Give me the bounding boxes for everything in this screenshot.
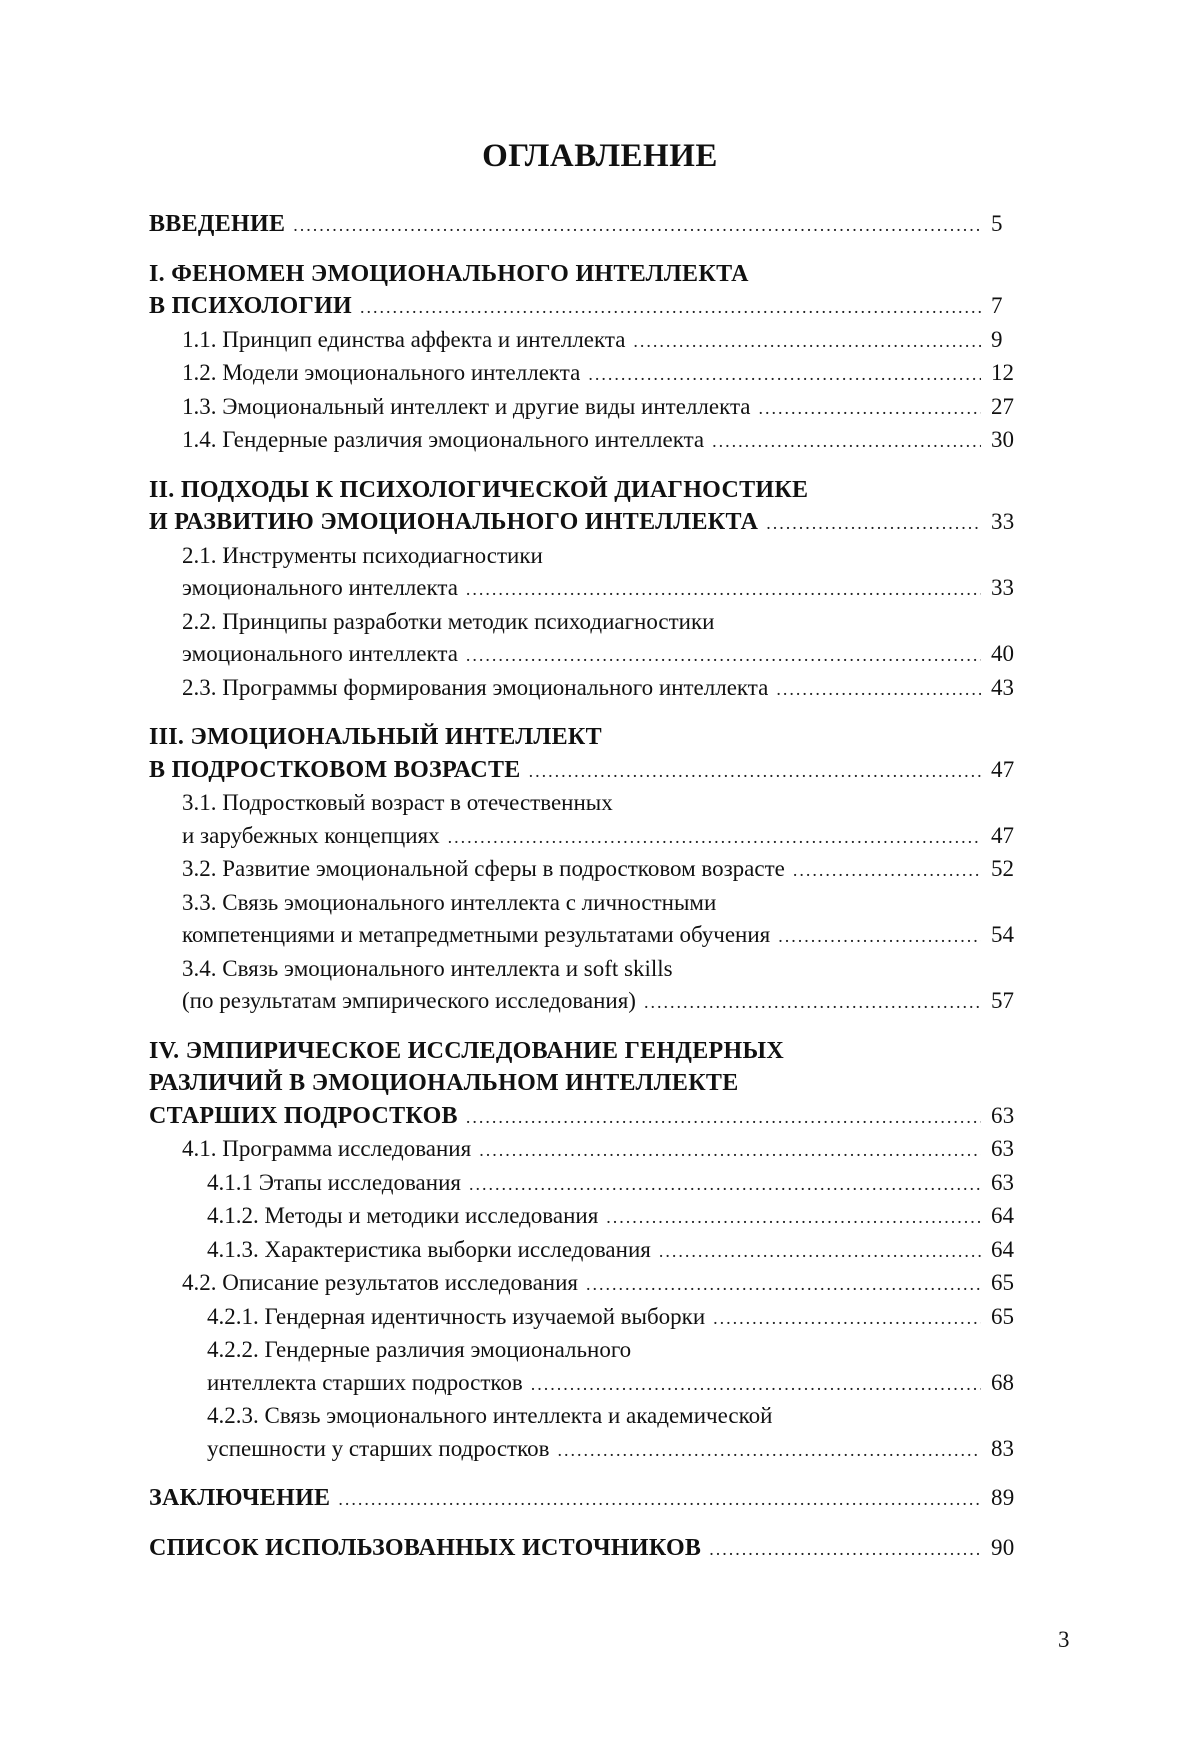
toc-section-entry[interactable] [149,357,1039,391]
toc-entry-line [149,985,1039,1019]
dot-leader [448,821,981,854]
toc-page-ref: 27 [991,393,1014,419]
dot-leader [759,392,981,425]
toc-entry-line [149,820,1039,854]
toc-entry-line [149,1482,1039,1516]
toc-chapter-entry[interactable] [149,258,1039,324]
toc-entry-line [149,853,1039,887]
toc-entry-title: 4.1.1 Этапы исследования [207,1169,461,1195]
toc-chapter-entry[interactable] [149,474,1039,540]
toc-section-entry[interactable] [149,1234,1039,1268]
toc-entry-line [149,391,1039,425]
toc-entry-title: компетенциями и метапредметными результатами обучения [182,922,771,947]
dot-leader [776,673,981,706]
toc-entry-title: В ПСИХОЛОГИИ [149,293,353,319]
toc-entry-title: 1.1. Принцип единства аффекта и интеллекта [182,326,626,352]
dot-leader [712,425,981,458]
toc-entry-title: ЗАКЛЮЧЕНИЕ [149,1485,331,1511]
toc-page-ref: 40 [991,641,1014,666]
toc-entry-line [149,1167,1039,1201]
toc-section-entry[interactable] [149,887,1039,953]
toc-entry-title-line: РАЗЛИЧИЙ В ЭМОЦИОНАЛЬНОМ ИНТЕЛЛЕКТЕ [149,1070,739,1096]
toc-entry-line [149,1532,1039,1566]
toc-section-entry[interactable] [149,787,1039,853]
dot-leader [466,639,981,672]
toc-page-ref: 33 [991,575,1014,600]
dot-leader [531,1368,981,1401]
toc-entry-title: успешности у старших подростков [207,1435,550,1461]
dot-leader [793,854,981,887]
toc-section-entry[interactable] [149,1133,1039,1167]
page-title: ОГЛАВЛЕНИЕ [482,138,718,174]
toc-entry-title: интеллекта старших подростков [207,1369,523,1395]
toc-section-entry[interactable] [149,853,1039,887]
toc-section-entry[interactable] [149,1334,1039,1400]
toc-page-ref: 33 [991,509,1015,534]
toc-entry-line [149,572,1039,606]
toc-page-ref: 9 [991,326,1003,352]
toc-entry-title-line: 3.3. Связь эмоционального интеллекта с личностными [182,889,717,915]
toc-entry-title: эмоционального интеллекта [182,575,458,600]
toc-entry-line [149,290,1039,324]
toc-entry-line [149,324,1039,358]
toc-section-entry[interactable] [149,953,1039,1019]
toc-page-ref: 43 [991,674,1014,700]
toc-entry-title-line: III. ЭМОЦИОНАЛЬНЫЙ ИНТЕЛЛЕКТ [149,724,602,750]
dot-leader [469,1168,981,1201]
dot-leader [606,1201,981,1234]
dot-leader [557,1434,981,1467]
toc-section-entry[interactable] [149,1167,1039,1201]
toc-entry-title-line: 4.2.2. Гендерные различия эмоционального [207,1337,632,1362]
toc-entry-title: и зарубежных концепциях [182,822,440,848]
toc-page-ref: 52 [991,856,1014,881]
toc-chapter-entry[interactable] [149,1035,1039,1134]
toc-page-ref: 83 [991,1435,1014,1461]
toc-page-ref: 68 [991,1369,1014,1395]
dot-leader [479,1134,981,1167]
toc-entry-line [149,1267,1039,1301]
toc-page-ref: 63 [991,1169,1014,1195]
dot-leader [466,1101,981,1134]
toc-entry-title-line: II. ПОДХОДЫ К ПСИХОЛОГИЧЕСКОЙ ДИАГНОСТИКЕ [149,476,809,503]
toc-entry-title-line: 4.2.3. Связь эмоционального интеллекта и академической [207,1403,773,1428]
toc-entry-line [149,208,1039,242]
toc-page-ref: 54 [991,922,1014,947]
toc-page-ref: 12 [991,360,1014,385]
toc-page-ref: 90 [991,1534,1015,1560]
toc-page-ref: 47 [991,822,1014,848]
toc-entry-title: СТАРШИХ ПОДРОСТКОВ [149,1102,458,1129]
toc-entry-title-line: IV. ЭМПИРИЧЕСКОЕ ИССЛЕДОВАНИЕ ГЕНДЕРНЫХ [149,1037,784,1064]
toc-page-ref: 64 [991,1236,1014,1262]
toc-section-entry[interactable] [149,672,1039,706]
toc-chapter-entry[interactable] [149,721,1039,787]
toc-section-entry[interactable] [149,606,1039,672]
toc-section-entry[interactable] [149,1200,1039,1234]
dot-leader [644,986,981,1019]
toc-entry-line [149,1367,1039,1401]
toc-page-ref: 30 [991,427,1014,452]
toc-page-ref: 65 [991,1303,1014,1329]
toc-page-ref: 65 [991,1270,1014,1295]
table-of-contents [149,208,1039,1565]
toc-entry-title: 1.3. Эмоциональный интеллект и другие виды интеллекта [182,393,751,419]
toc-entry-title: 4.2.1. Гендерная идентичность изучаемой выборки [207,1303,706,1329]
toc-entry-title: эмоционального интеллекта [182,641,458,666]
dot-leader [293,209,981,242]
toc-entry-line [149,638,1039,672]
toc-section-entry[interactable] [149,1267,1039,1301]
toc-entry-title-line: 3.1. Подростковый возраст в отечественных [182,790,613,815]
toc-entry-title: И РАЗВИТИЮ ЭМОЦИОНАЛЬНОГО ИНТЕЛЛЕКТА [149,509,759,535]
dot-leader [360,291,981,324]
toc-entry-line [149,1234,1039,1268]
dot-leader [659,1235,981,1268]
dot-leader [466,573,981,606]
toc-page-ref: 5 [991,211,1003,236]
toc-entry-title: 1.2. Модели эмоционального интеллекта [182,360,581,385]
toc-entry-title-line: 3.4. Связь эмоционального интеллекта и soft skills [182,955,673,981]
toc-chapter-entry[interactable] [149,208,1039,242]
toc-entry-line [149,1133,1039,1167]
toc-page-ref: 63 [991,1136,1014,1161]
toc-entry-title: В ПОДРОСТКОВОМ ВОЗРАСТЕ [149,756,521,783]
dot-leader [778,920,981,953]
toc-entry-title-line: I. ФЕНОМЕН ЭМОЦИОНАЛЬНОГО ИНТЕЛЛЕКТА [149,260,749,287]
dot-leader [529,755,981,788]
toc-entry-title: СПИСОК ИСПОЛЬЗОВАННЫХ ИСТОЧНИКОВ [149,1534,702,1561]
toc-entry-title: 4.1.3. Характеристика выборки исследования [207,1236,651,1262]
toc-entry-line [149,919,1039,953]
toc-section-entry[interactable] [149,540,1039,606]
toc-chapter-entry[interactable] [149,1532,1039,1566]
toc-page-ref: 57 [991,988,1014,1013]
toc-chapter-entry[interactable] [149,1482,1039,1516]
toc-entry-title: 2.3. Программы формирования эмоционального интеллекта [182,674,769,700]
toc-entry-title: ВВЕДЕНИЕ [149,211,286,237]
toc-section-entry[interactable] [149,424,1039,458]
toc-entry-title: 4.2. Описание результатов исследования [182,1270,578,1295]
toc-entry-line [149,1433,1039,1467]
dot-leader [633,325,981,358]
toc-entry-line [149,1100,1039,1134]
toc-entry-line [149,1301,1039,1335]
toc-entry-title: 3.2. Развитие эмоциональной сферы в подростковом возрасте [182,856,785,881]
toc-section-entry[interactable] [149,1400,1039,1466]
toc-page-ref: 47 [991,756,1015,782]
toc-section-entry[interactable] [149,391,1039,425]
toc-section-entry[interactable] [149,324,1039,358]
toc-page-ref: 7 [991,293,1003,318]
toc-entry-title-line: 2.1. Инструменты психодиагностики [182,542,543,568]
dot-leader [338,1483,981,1516]
toc-entry-line [149,506,1039,540]
dot-leader [588,358,981,391]
toc-entry-title: (по результатам эмпирического исследования) [182,988,636,1013]
dot-leader [766,507,981,540]
toc-entry-line [149,672,1039,706]
toc-section-entry[interactable] [149,1301,1039,1335]
dot-leader [709,1533,981,1566]
toc-entry-title: 4.1. Программа исследования [182,1136,472,1161]
dot-leader [713,1302,981,1335]
toc-entry-title: 4.1.2. Методы и методики исследования [207,1203,599,1228]
toc-entry-line [149,754,1039,788]
toc-page-ref: 64 [991,1203,1014,1228]
page-number: 3 [1058,1627,1070,1652]
toc-page-ref: 89 [991,1485,1015,1510]
toc-entry-title-line: 2.2. Принципы разработки методик психодиагностики [182,608,715,634]
toc-entry-line [149,424,1039,458]
dot-leader [586,1268,981,1301]
toc-entry-title: 1.4. Гендерные различия эмоционального интеллекта [182,427,705,452]
toc-entry-line [149,357,1039,391]
toc-entry-line [149,1200,1039,1234]
toc-page-ref: 63 [991,1102,1015,1128]
